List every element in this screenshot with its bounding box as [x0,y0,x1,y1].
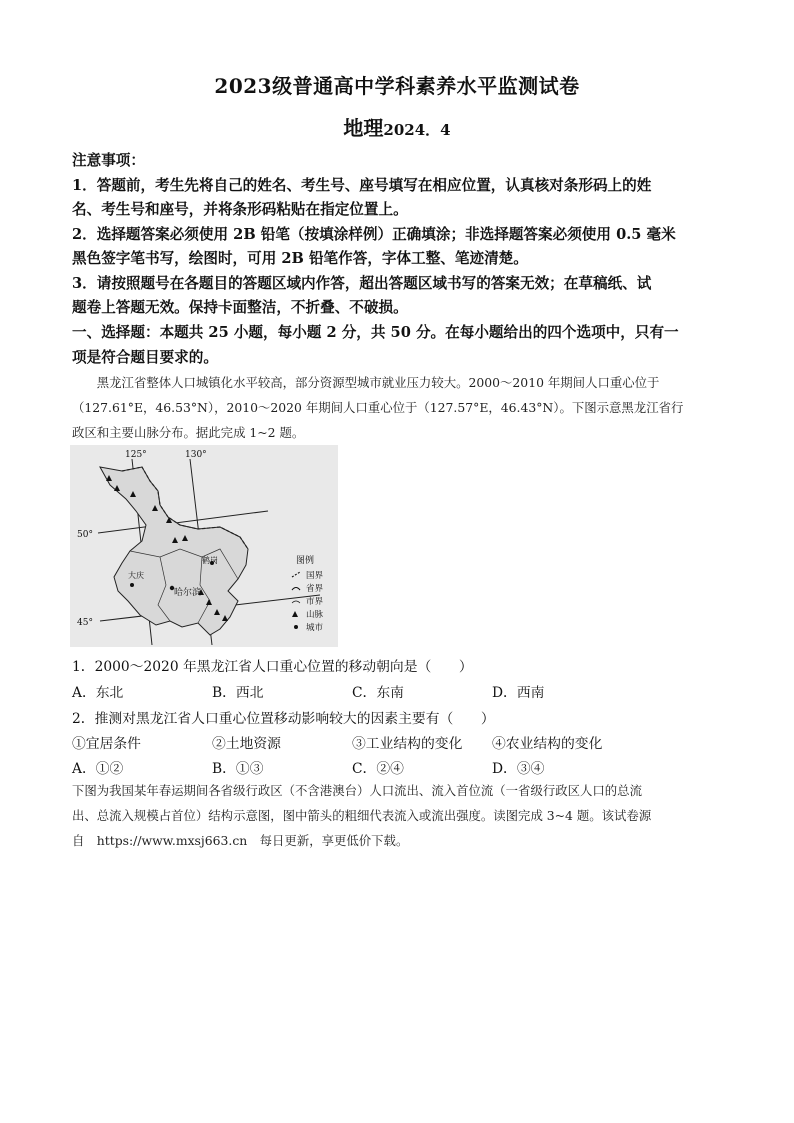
passage-2-line: 出、总流入规模占首位）结构示意图，图中箭头的粗细代表流入或流出强度。读图完成 3~4 题。该试卷源 [72,808,652,823]
legend-label-city: 城市 [306,623,324,633]
lon-label-130: 130° [185,450,207,460]
subject-name: 地理 [343,116,384,140]
legend-label-province: 省界 [306,584,324,594]
q2-option-d[interactable]: D．③④ [492,761,545,777]
passage-line: 政区和主要山脉分布。据此完成 1~2 题。 [72,425,305,440]
lat-label-45: 45° [77,618,93,628]
city-label-daqing: 大庆 [128,571,144,580]
notice-line: 黑色签字笔书写，绘图时，可用 2B 铅笔作答，字体工整、笔迹清楚。 [72,250,528,267]
lat-label-50: 50° [77,530,93,540]
exam-date: 2024．4 [383,121,451,139]
q1-option-d[interactable]: D．西南 [492,685,545,701]
section-heading: 一、选择题：本题共 25 小题，每小题 2 分，共 50 分。在每小题给出的四个选项中，只有一 [72,324,679,341]
legend-label-cityline: 市界 [306,597,324,607]
passage-line: 黑龙江省整体人口城镇化水平较高，部分资源型城市就业压力较大。2000～2010 年期间人口重心位于 [72,375,660,390]
question-1-stem: 1．2000～2020 年黑龙江省人口重心位置的移动朝向是（ ） [72,659,473,675]
legend-label-mountain: 山脉 [306,610,324,620]
q2-option-a[interactable]: A．①② [72,761,124,777]
legend-title: 图例 [296,556,315,566]
question-2-stem: 2．推测对黑龙江省人口重心位置移动影响较大的因素主要有（ ） [72,711,495,727]
notice-line: 名、考生号和座号，并将条形码粘贴在指定位置上。 [72,201,408,218]
notice-line: 3．请按照题号在各题目的答题区域内作答，超出答题区域书写的答案无效；在草稿纸、试 [72,275,652,292]
notice-line: 题卷上答题无效。保持卡面整洁，不折叠、不破损。 [72,299,408,316]
exam-title: 2023级普通高中学科素养水平监测试卷 [214,74,580,98]
q1-option-b[interactable]: B．西北 [212,685,264,701]
heilongjiang-map [70,445,338,647]
q2-option-c[interactable]: C．②④ [352,761,404,777]
q2-option-b[interactable]: B．①③ [212,761,264,777]
legend-city-icon [294,625,298,629]
subject-line [0,112,794,141]
passage-line: （127.61°E，46.53°N），2010～2020 年期间人口重心位于（127.57°E，46.43°N）。下图示意黑龙江省行 [72,400,684,415]
city-label-hegang: 鹤岗 [202,556,218,565]
q2-factor-1: ①宜居条件 [72,736,141,752]
legend-label-national: 国界 [306,571,324,581]
city-label-harbin: 哈尔滨 [174,588,202,598]
passage-2-line: 下图为我国某年春运期间各省级行政区（不含港澳台）人口流出、流入首位流（一省级行政区人口的总流 [72,783,642,798]
notice-heading: 注意事项： [72,152,145,169]
city-dot-daqing [130,583,134,587]
q2-factor-2: ②土地资源 [212,736,281,752]
q1-option-c[interactable]: C．东南 [352,685,404,701]
q1-option-a[interactable]: A．东北 [72,685,124,701]
passage-2-line: 自 https://www.mxsj663.cn 每日更新，享更低价下载。 [72,833,409,848]
section-heading: 项是符合题目要求的。 [72,349,218,366]
notice-line: 1．答题前，考生先将自己的姓名、考生号、座号填写在相应位置，认真核对条形码上的姓 [72,177,652,194]
lon-label-125: 125° [125,450,147,460]
q2-factor-4: ④农业结构的变化 [492,736,603,752]
q2-factor-3: ③工业结构的变化 [352,736,463,752]
notice-line: 2．选择题答案必须使用 2B 铅笔（按填涂样例）正确填涂；非选择题答案必须使用 0.5 毫米 [72,226,676,243]
